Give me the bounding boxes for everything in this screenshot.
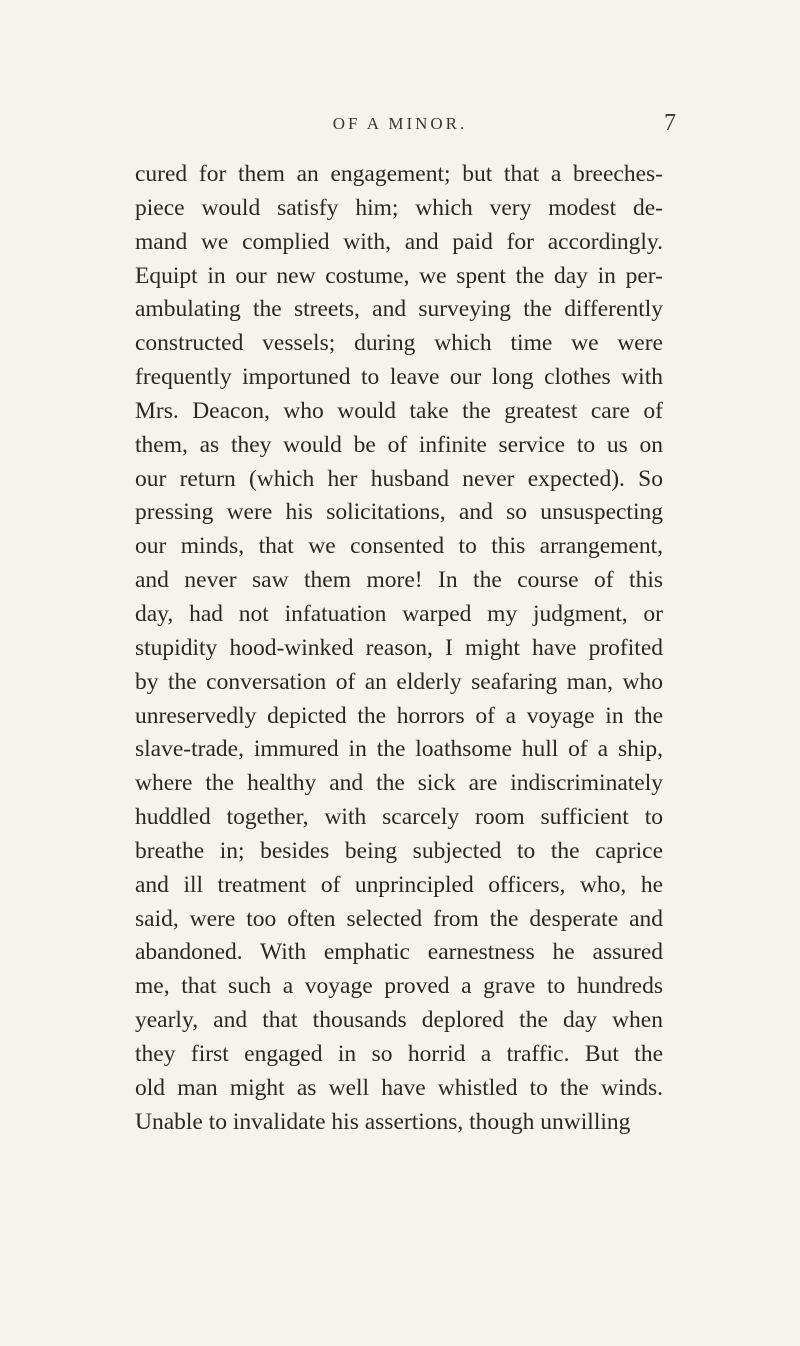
text-line: cured for them an engagement; but that a breeches- <box>135 161 663 187</box>
text-line: Mrs. Deacon, who would take the greatest care of <box>135 397 663 424</box>
text-line: piece would satisfy him; which very modest de- <box>135 194 663 221</box>
text-line: and never saw them more! In the course of this <box>135 567 663 594</box>
text-line: Unable to invalidate his assertions, though unwilling <box>135 1108 631 1135</box>
text-line: abandoned. With emphatic earnestness he assured <box>135 939 663 966</box>
text-line: constructed vessels; during which time we were <box>135 330 663 357</box>
text-line: frequently importuned to leave our long clothes with <box>135 364 663 391</box>
page-number: 7 <box>664 110 676 136</box>
body-text <box>135 158 663 1139</box>
text-line: stupidity hood-winked reason, I might have profited <box>135 634 663 661</box>
text-line: me, that such a voyage proved a grave to hundreds <box>135 973 663 1000</box>
text-line: old man might as well have whistled to the winds. <box>135 1074 663 1101</box>
text-line: them, as they would be of infinite service to us on <box>135 431 663 458</box>
text-line: unreservedly depicted the horrors of a voyage in the <box>135 702 663 729</box>
text-line: breathe in; besides being subjected to the caprice <box>135 837 663 864</box>
text-line: mand we complied with, and paid for accordingly. <box>135 228 663 255</box>
text-line: ambulating the streets, and surveying the differently <box>135 296 663 323</box>
text-line: they first engaged in so horrid a traffic. But the <box>135 1040 663 1067</box>
text-line: slave-trade, immured in the loathsome hull of a ship, <box>135 736 663 763</box>
text-line: huddled together, with scarcely room sufficient to <box>135 804 663 831</box>
text-line: where the healthy and the sick are indiscriminately <box>135 770 663 797</box>
text-line: our return (which her husband never expected). So <box>135 465 663 492</box>
text-line: pressing were his solicitations, and so unsuspecting <box>135 499 663 526</box>
text-line: by the conversation of an elderly seafaring man, who <box>135 668 663 695</box>
text-line: yearly, and that thousands deplored the day when <box>135 1007 663 1034</box>
text-line: and ill treatment of unprincipled officers, who, he <box>135 871 663 898</box>
text-line: Equipt in our new costume, we spent the day in per- <box>135 262 663 289</box>
text-line: our minds, that we consented to this arrangement, <box>135 533 663 560</box>
text-line: said, were too often selected from the desperate and <box>135 905 663 932</box>
text-line: day, had not infatuation warped my judgment, or <box>135 600 663 627</box>
running-title: OF A MINOR. <box>332 114 468 133</box>
